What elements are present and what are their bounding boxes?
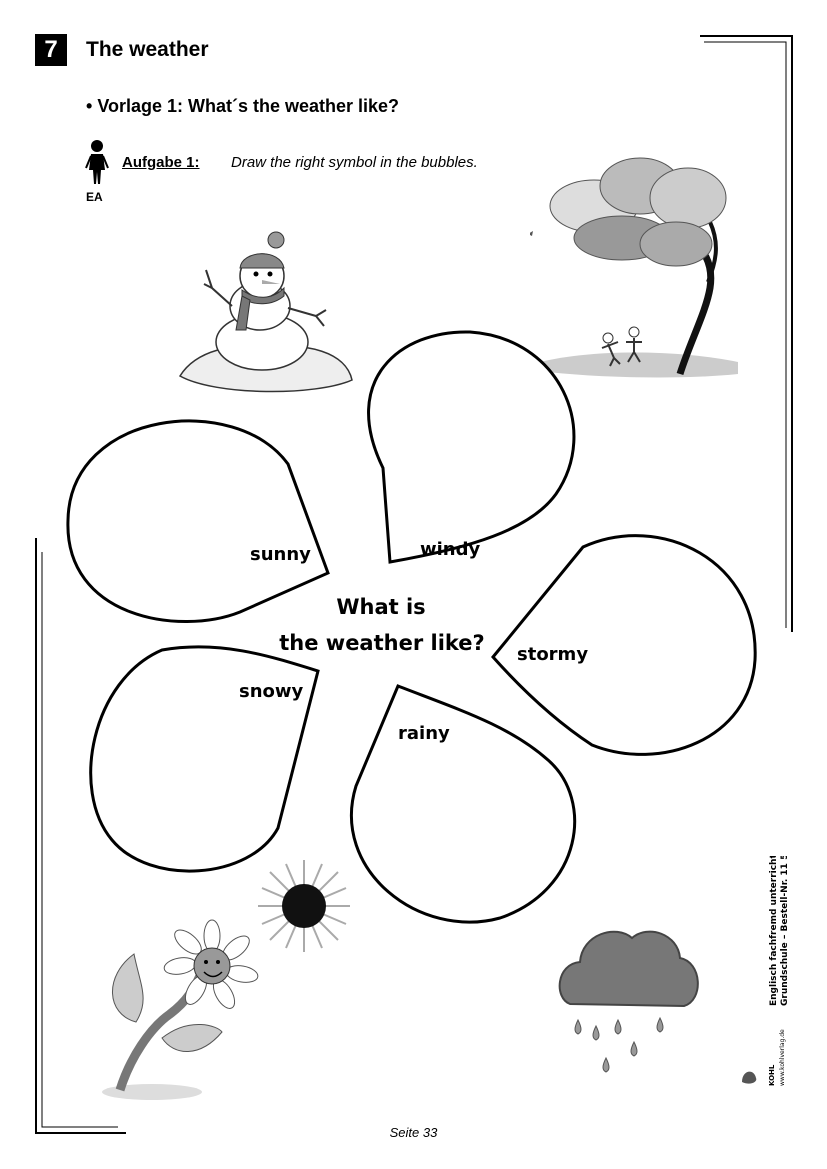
bubble-rainy [351, 686, 574, 922]
publisher-tree-icon [742, 1072, 756, 1084]
label-rainy: rainy [398, 723, 450, 744]
publisher-logo: KOHL [768, 1064, 776, 1086]
bubble-windy [369, 332, 574, 562]
sunflower-illustration [100, 918, 270, 1104]
sun-illustration [256, 858, 352, 954]
subtitle-text: Vorlage 1: What´s the weather like? [97, 96, 400, 116]
subtitle: • Vorlage 1: What´s the weather like? [86, 96, 400, 116]
chapter-number: 7 [35, 34, 67, 66]
task-label: Aufgabe 1: [122, 154, 200, 171]
center-question-line1: What is [336, 595, 426, 619]
rain-cloud-illustration [556, 924, 702, 1080]
task-instruction: Draw the right symbol in the bubbles. [231, 154, 478, 171]
chapter-title: The weather [86, 38, 209, 61]
work-form-label: EA [86, 190, 103, 204]
publisher-website: www.kohlverlag.de [779, 1029, 786, 1086]
imprint-line1: Englisch fachfremd unterrichten [769, 856, 779, 1006]
bubble-sunny [68, 421, 328, 622]
label-windy: windy [420, 539, 481, 560]
imprint-line2: Grundschule – Bestell-Nr. 11 553 [780, 856, 790, 1006]
center-question-line2: the weather like? [279, 631, 485, 655]
imprint [740, 856, 796, 1086]
page-number: Seite 33 [389, 1125, 438, 1140]
label-snowy: snowy [239, 681, 304, 702]
label-sunny: sunny [250, 544, 311, 565]
label-stormy: stormy [517, 644, 589, 665]
